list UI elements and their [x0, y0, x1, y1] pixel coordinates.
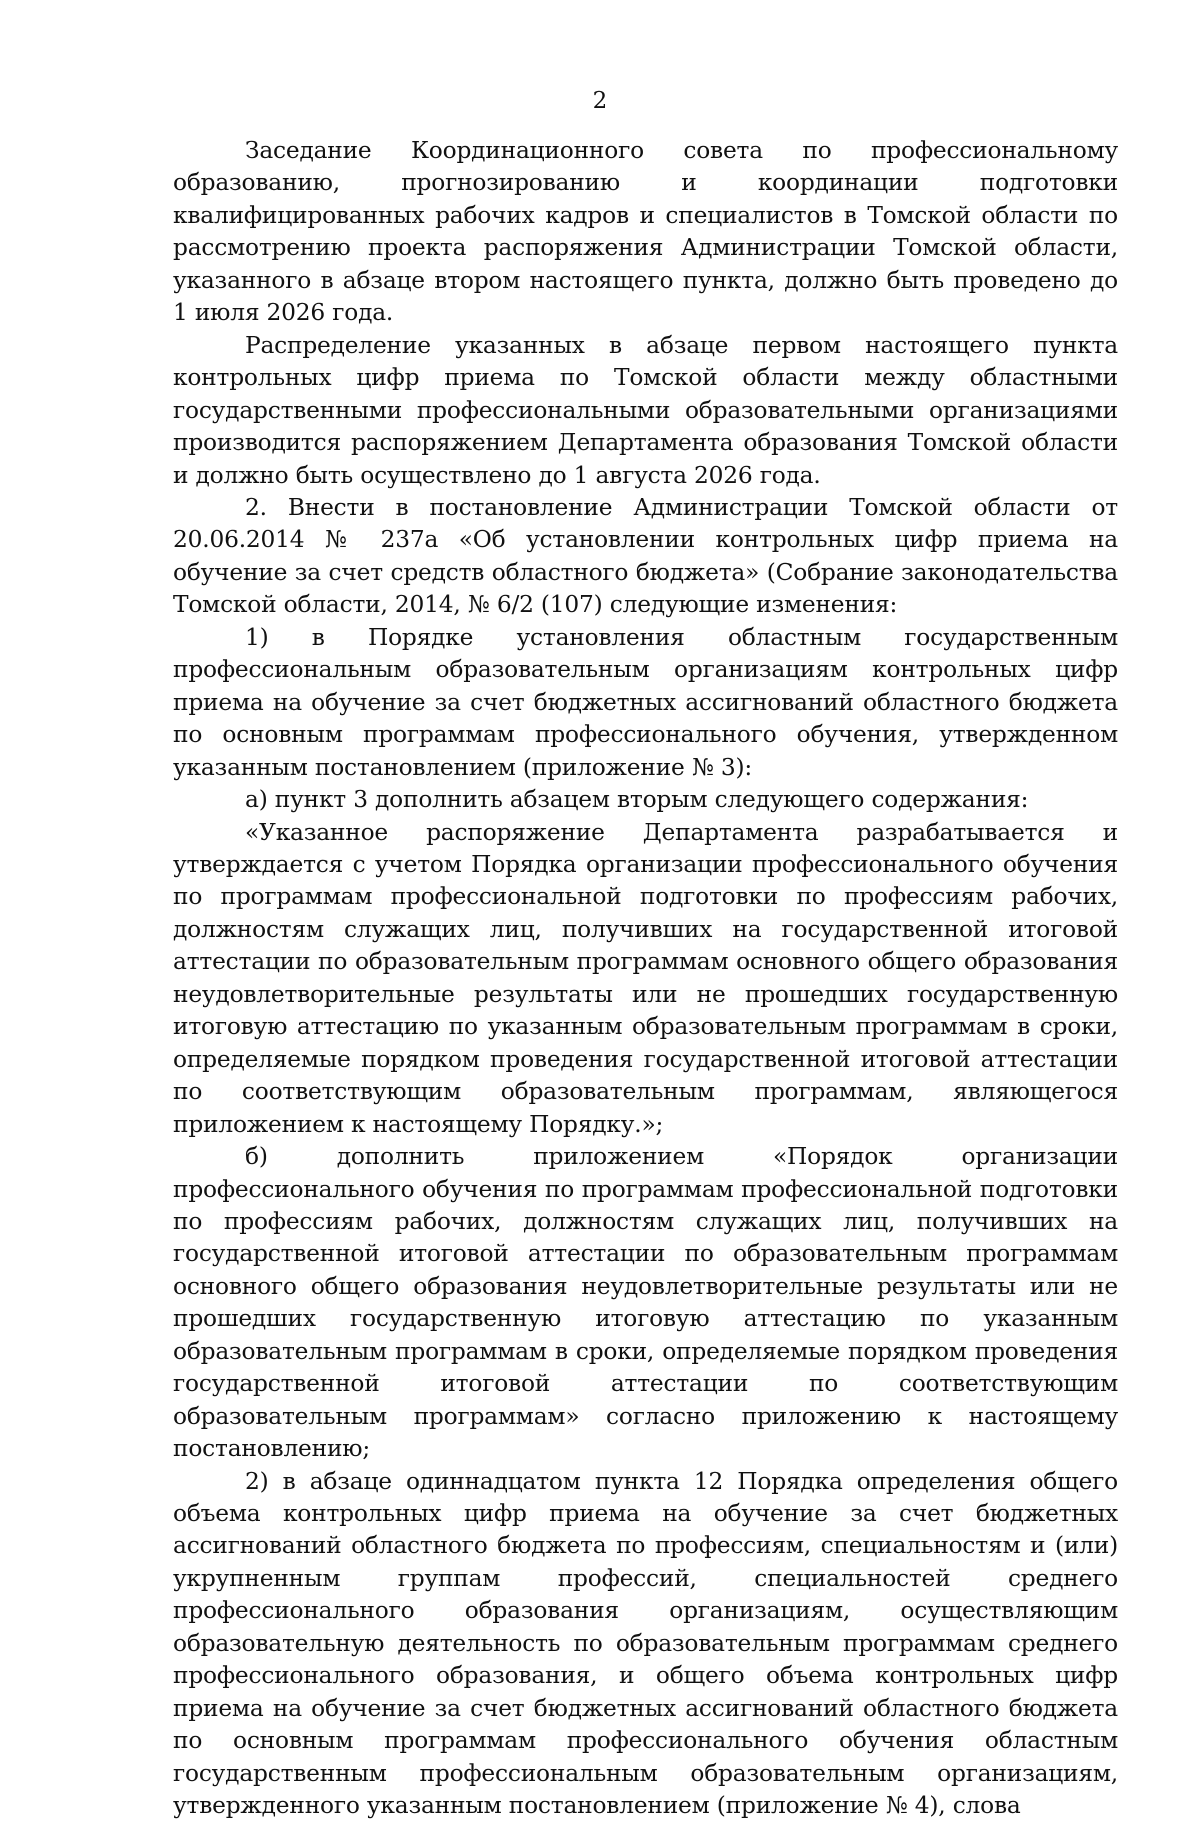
paragraph: «Указанное распоряжение Департамента разрабатывается и утверждается с учетом Порядка организации профессионального обучения по программам профессиональной подготовки по профессиям рабочих, должностям служащих лиц, получивших на государственной итоговой аттестации по образовательным программам основного общего образования неудовлетворительные результаты или не прошедших государственную итоговую аттестацию по указанным образовательным программам в сроки, определяемые порядком проведения государственной итоговой аттестации по соответствующим образовательным программам, являющегося приложением к настоящему Порядку.»; — [173, 818, 1118, 1138]
document-body — [173, 135, 1118, 1823]
paragraph: 2. Внести в постановление Администрации Томской области от 20.06.2014 № 237а «Об установлении контрольных цифр приема на обучение за счет средств областного бюджета» (Собрание законодательства Томской области, 2014, № 6/2 (107) следующие изменения: — [173, 493, 1118, 619]
page-number: 2 — [592, 88, 608, 114]
paragraph: Распределение указанных в абзаце первом настоящего пункта контрольных цифр приема по Томской области между областными государственными профессиональными образовательными организациями производится распоряжением Департамента образования Томской области и должно быть осуществлено до 1 августа 2026 года. — [173, 331, 1118, 489]
paragraph: б) дополнить приложением «Порядок организации профессионального обучения по программам профессиональной подготовки по профессиям рабочих, должностям служащих лиц, получивших на государственной итоговой аттестации по образовательным программам основного общего образования неудовлетворительные результаты или не прошедших государственную итоговую аттестацию по указанным образовательным программам в сроки, определяемые порядком проведения государственной итоговой аттестации по соответствующим образовательным программам» согласно приложению к настоящему постановлению; — [173, 1143, 1118, 1463]
paragraph: 2) в абзаце одиннадцатом пункта 12 Порядка определения общего объема контрольных цифр приема на обучение за счет бюджетных ассигнований областного бюджета по профессиям, специальностям и (или) укрупненным группам профессий, специальностей среднего профессионального образования организациям, осуществляющим образовательную деятельность по образовательным программам среднего профессионального образования, и общего объема контрольных цифр приема на обучение за счет бюджетных ассигнований областного бюджета по основным программам профессионального обучения областным государственным профессиональным образовательным организациям, утвержденного указанным постановлением (приложение № 4), слова — [173, 1467, 1118, 1820]
paragraph: 1) в Порядке установления областным государственным профессиональным образовательным организациям контрольных цифр приема на обучение за счет бюджетных ассигнований областного бюджета по основным программам профессионального обучения, утвержденном указанным постановлением (приложение № 3): — [173, 623, 1118, 781]
paragraph: а) пункт 3 дополнить абзацем вторым следующего содержания: — [245, 786, 1029, 814]
paragraph: Заседание Координационного совета по профессиональному образованию, прогнозированию и координации подготовки квалифицированных рабочих кадров и специалистов в Томской области по рассмотрению проекта распоряжения Администрации Томской области, указанного в абзаце втором настоящего пункта, должно быть проведено до 1 июля 2026 года. — [173, 137, 1118, 327]
